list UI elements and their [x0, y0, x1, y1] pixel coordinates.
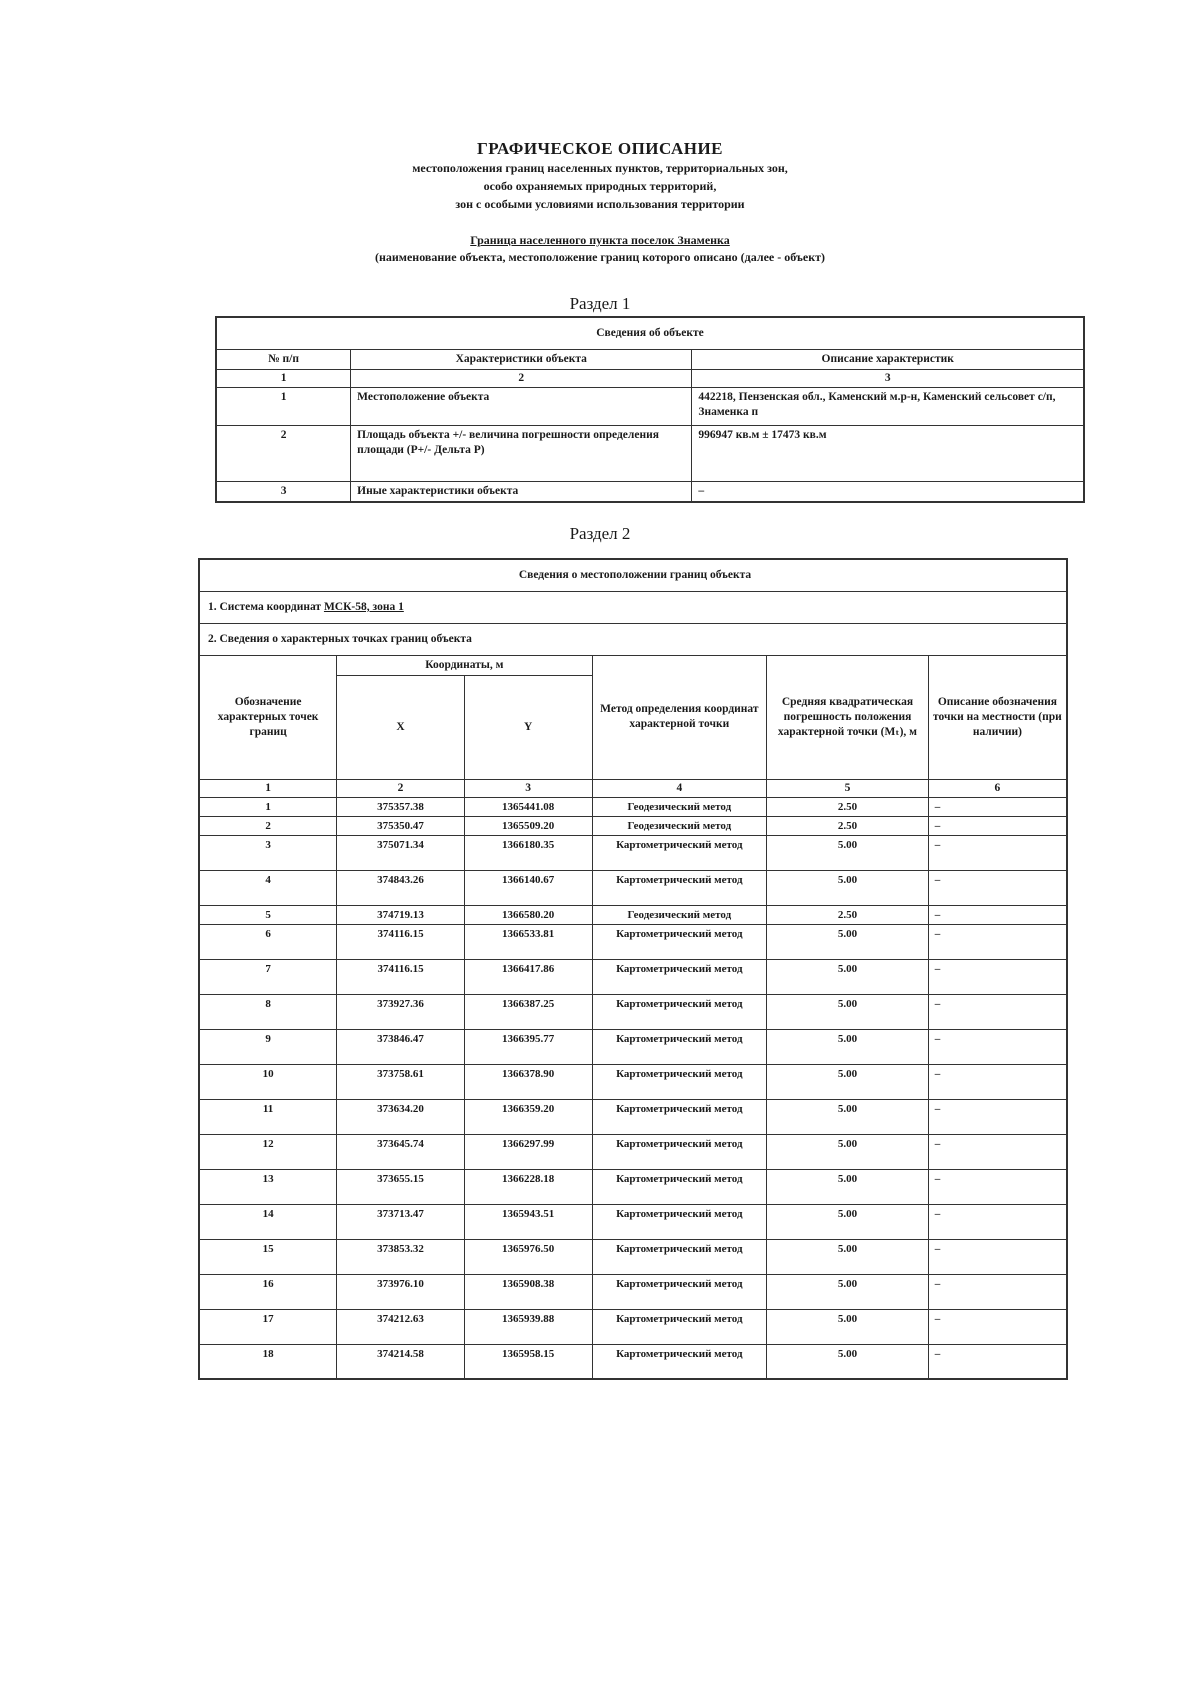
table-row	[199, 870, 1067, 905]
section1-title: Раздел 1	[569, 294, 631, 313]
error: 5.00	[767, 1274, 929, 1309]
coordinate-system-label: 1. Система координат	[208, 600, 324, 613]
description: –	[928, 1344, 1067, 1379]
column-number: 2	[337, 779, 465, 797]
column-number: 6	[928, 779, 1067, 797]
error: 2.50	[767, 816, 929, 835]
error: 5.00	[767, 959, 929, 994]
method: Геодезический метод	[592, 816, 767, 835]
description: –	[928, 1169, 1067, 1204]
description: –	[928, 835, 1067, 870]
coord-y: 1365908.38	[464, 1274, 592, 1309]
coord-x: 375350.47	[337, 816, 465, 835]
coord-y: 1366297.99	[464, 1134, 592, 1169]
table-row	[199, 1099, 1067, 1134]
coord-x: 375071.34	[337, 835, 465, 870]
method: Картометрический метод	[592, 1239, 767, 1274]
coord-y: 1366140.67	[464, 870, 592, 905]
method: Картометрический метод	[592, 1344, 767, 1379]
column-header-method: Метод определения координат характерной точки	[592, 655, 767, 779]
error: 5.00	[767, 1029, 929, 1064]
coord-x: 373645.74	[337, 1134, 465, 1169]
table-row	[199, 797, 1067, 816]
description: –	[928, 1064, 1067, 1099]
point-label: 9	[199, 1029, 337, 1064]
table-row	[199, 994, 1067, 1029]
column-number: 1	[199, 779, 337, 797]
table-row	[199, 1029, 1067, 1064]
object-caption: (наименование объекта, местоположение границ которого описано (далее - объект)	[374, 250, 826, 264]
method: Картометрический метод	[592, 1169, 767, 1204]
coord-x: 373634.20	[337, 1099, 465, 1134]
points-body	[199, 797, 1067, 1379]
table-row	[199, 1169, 1067, 1204]
table-row	[199, 1274, 1067, 1309]
method: Картометрический метод	[592, 1099, 767, 1134]
coord-y: 1365509.20	[464, 816, 592, 835]
point-label: 14	[199, 1204, 337, 1239]
characteristic-value: –	[692, 481, 1084, 502]
table-row	[199, 1239, 1067, 1274]
point-label: 6	[199, 924, 337, 959]
document-subtitle-line: зон с особыми условиями использования территории	[455, 197, 745, 211]
method: Картометрический метод	[592, 1204, 767, 1239]
error: 5.00	[767, 1239, 929, 1274]
table-row	[199, 924, 1067, 959]
column-header-description: Описание обозначения точки на местности (при наличии)	[928, 655, 1067, 779]
method: Геодезический метод	[592, 797, 767, 816]
coord-y: 1365943.51	[464, 1204, 592, 1239]
boundary-points-table	[198, 558, 1068, 1380]
coord-y: 1366359.20	[464, 1099, 592, 1134]
characteristic-value: 442218, Пензенская обл., Каменский м.р-н, Каменский сельсовет с/п, Знаменка п	[692, 387, 1084, 425]
description: –	[928, 1029, 1067, 1064]
document-subtitle-line: особо охраняемых природных территорий,	[483, 179, 717, 193]
coord-y: 1366228.18	[464, 1169, 592, 1204]
characteristic-name: Площадь объекта +/- величина погрешности определения площади (Р+/- Дельта Р)	[351, 425, 692, 481]
table-row	[216, 481, 1084, 502]
column-header: Описание характеристик	[692, 349, 1084, 369]
table-row	[199, 1064, 1067, 1099]
coord-y: 1366378.90	[464, 1064, 592, 1099]
method: Картометрический метод	[592, 1029, 767, 1064]
column-number: 5	[767, 779, 929, 797]
document-header	[0, 139, 1200, 266]
points-caption: 2. Сведения о характерных точках границ объекта	[199, 623, 1067, 655]
error: 5.00	[767, 1064, 929, 1099]
method: Картометрический метод	[592, 1274, 767, 1309]
error: 5.00	[767, 1134, 929, 1169]
point-label: 12	[199, 1134, 337, 1169]
description: –	[928, 924, 1067, 959]
table-row	[199, 816, 1067, 835]
error: 5.00	[767, 870, 929, 905]
coord-y: 1366387.25	[464, 994, 592, 1029]
coord-y: 1366395.77	[464, 1029, 592, 1064]
error: 5.00	[767, 1169, 929, 1204]
table-row	[199, 1344, 1067, 1379]
coordinate-system-line	[199, 591, 1067, 623]
description: –	[928, 1204, 1067, 1239]
column-number: 2	[351, 369, 692, 387]
coord-x: 375357.38	[337, 797, 465, 816]
point-label: 15	[199, 1239, 337, 1274]
coord-x: 374719.13	[337, 905, 465, 924]
coord-x: 374116.15	[337, 959, 465, 994]
object-info-caption: Сведения об объекте	[216, 317, 1084, 349]
column-header: № п/п	[216, 349, 351, 369]
point-label: 3	[199, 835, 337, 870]
error: 2.50	[767, 905, 929, 924]
coord-x: 374212.63	[337, 1309, 465, 1344]
coord-x: 373846.47	[337, 1029, 465, 1064]
point-label: 13	[199, 1169, 337, 1204]
row-number: 3	[216, 481, 351, 502]
method: Картометрический метод	[592, 1134, 767, 1169]
coord-y: 1365441.08	[464, 797, 592, 816]
description: –	[928, 1239, 1067, 1274]
boundary-info-caption: Сведения о местоположении границ объекта	[199, 559, 1067, 591]
point-label: 8	[199, 994, 337, 1029]
coord-x: 373927.36	[337, 994, 465, 1029]
coord-y: 1365976.50	[464, 1239, 592, 1274]
section2-title: Раздел 2	[569, 524, 631, 543]
method: Картометрический метод	[592, 994, 767, 1029]
error: 5.00	[767, 835, 929, 870]
coord-y: 1365958.15	[464, 1344, 592, 1379]
column-header-coords: Координаты, м	[337, 655, 592, 675]
table-row	[216, 425, 1084, 481]
coord-x: 373713.47	[337, 1204, 465, 1239]
method: Картометрический метод	[592, 959, 767, 994]
characteristic-name: Иные характеристики объекта	[351, 481, 692, 502]
table-row	[199, 959, 1067, 994]
method: Картометрический метод	[592, 1309, 767, 1344]
characteristic-value: 996947 кв.м ± 17473 кв.м	[692, 425, 1084, 481]
point-label: 2	[199, 816, 337, 835]
table-row	[199, 1309, 1067, 1344]
characteristic-name: Местоположение объекта	[351, 387, 692, 425]
coord-x: 373758.61	[337, 1064, 465, 1099]
coord-x: 374116.15	[337, 924, 465, 959]
error: 5.00	[767, 1344, 929, 1379]
table-row	[199, 1134, 1067, 1169]
description: –	[928, 797, 1067, 816]
description: –	[928, 1309, 1067, 1344]
error: 5.00	[767, 1309, 929, 1344]
column-header: Характеристики объекта	[351, 349, 692, 369]
coord-x: 373853.32	[337, 1239, 465, 1274]
point-label: 10	[199, 1064, 337, 1099]
method: Картометрический метод	[592, 1064, 767, 1099]
method: Геодезический метод	[592, 905, 767, 924]
point-label: 18	[199, 1344, 337, 1379]
description: –	[928, 1134, 1067, 1169]
error: 2.50	[767, 797, 929, 816]
point-label: 7	[199, 959, 337, 994]
method: Картометрический метод	[592, 924, 767, 959]
point-label: 4	[199, 870, 337, 905]
document-subtitle-line: местоположения границ населенных пунктов, территориальных зон,	[412, 161, 788, 175]
column-header-point: Обозначение характерных точек границ	[199, 655, 337, 779]
column-number: 3	[464, 779, 592, 797]
point-label: 1	[199, 797, 337, 816]
point-label: 17	[199, 1309, 337, 1344]
coord-y: 1366417.86	[464, 959, 592, 994]
description: –	[928, 1274, 1067, 1309]
table-row	[199, 835, 1067, 870]
table-row	[216, 387, 1084, 425]
table-row	[199, 1204, 1067, 1239]
column-number: 1	[216, 369, 351, 387]
coordinate-system-value: МСК-58, зона 1	[323, 600, 404, 613]
method: Картометрический метод	[592, 870, 767, 905]
point-label: 5	[199, 905, 337, 924]
coord-x: 374843.26	[337, 870, 465, 905]
coord-y: 1366180.35	[464, 835, 592, 870]
object-name: Граница населенного пункта поселок Знаменка	[470, 233, 730, 247]
coord-y: 1366533.81	[464, 924, 592, 959]
column-header-error: Средняя квадратическая погрешность положения характерной точки (Mₜ), м	[767, 655, 929, 779]
column-header-x: X	[337, 675, 465, 779]
coord-x: 373655.15	[337, 1169, 465, 1204]
description: –	[928, 959, 1067, 994]
coord-y: 1366580.20	[464, 905, 592, 924]
error: 5.00	[767, 1204, 929, 1239]
description: –	[928, 994, 1067, 1029]
coord-x: 374214.58	[337, 1344, 465, 1379]
description: –	[928, 816, 1067, 835]
table-row	[199, 905, 1067, 924]
column-number: 3	[692, 369, 1084, 387]
error: 5.00	[767, 994, 929, 1029]
document-title: ГРАФИЧЕСКОЕ ОПИСАНИЕ	[476, 139, 724, 158]
coord-y: 1365939.88	[464, 1309, 592, 1344]
error: 5.00	[767, 924, 929, 959]
column-header-y: Y	[464, 675, 592, 779]
column-number: 4	[592, 779, 767, 797]
row-number: 2	[216, 425, 351, 481]
description: –	[928, 1099, 1067, 1134]
point-label: 11	[199, 1099, 337, 1134]
error: 5.00	[767, 1099, 929, 1134]
object-info-table	[215, 316, 1085, 503]
method: Картометрический метод	[592, 835, 767, 870]
point-label: 16	[199, 1274, 337, 1309]
description: –	[928, 870, 1067, 905]
coord-x: 373976.10	[337, 1274, 465, 1309]
row-number: 1	[216, 387, 351, 425]
description: –	[928, 905, 1067, 924]
